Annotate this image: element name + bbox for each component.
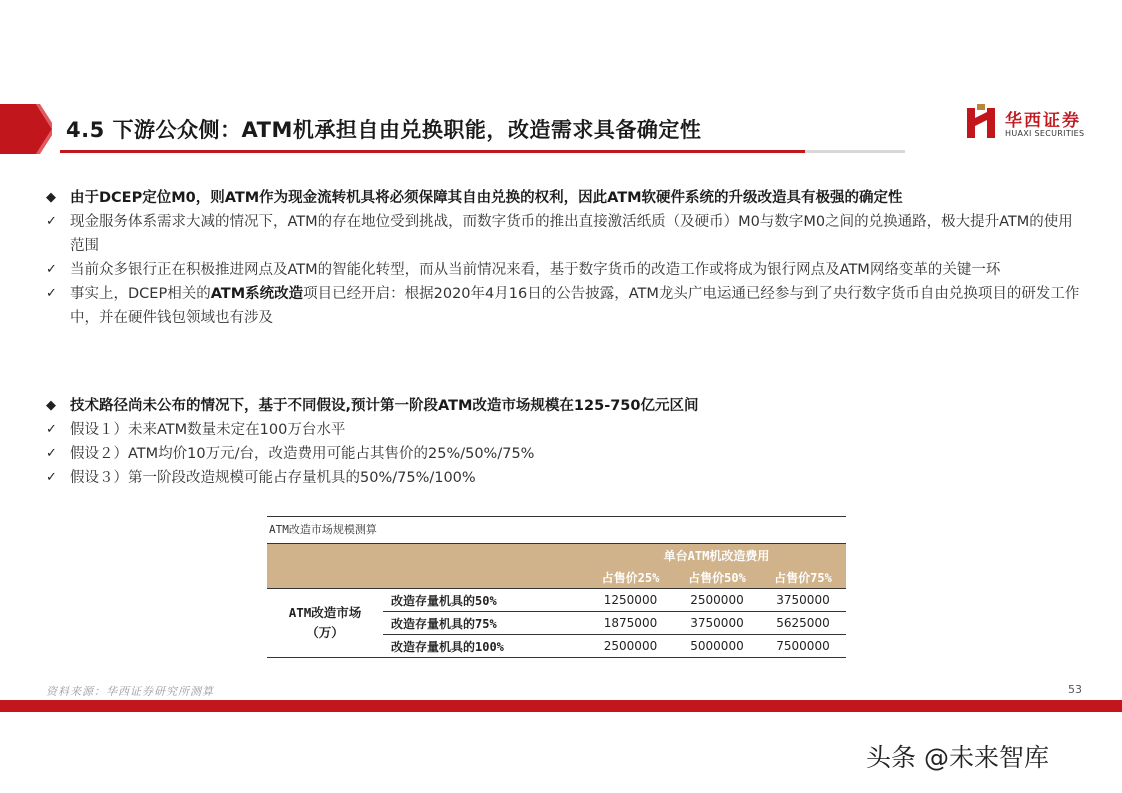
table-caption: ATM改造市场规模测算 (267, 516, 846, 543)
page-number: 53 (1068, 683, 1082, 696)
list-item: ✓ 假设３）第一阶段改造规模可能占存量机具的50%/75%/100% (46, 466, 1086, 490)
footer-red-bar (0, 700, 1122, 712)
company-logo (965, 104, 1105, 144)
row-label: 改造存量机具的100% (383, 635, 587, 658)
checkmark-icon: ✓ (46, 286, 57, 301)
huaxi-logo-icon (965, 104, 999, 140)
section-2 (46, 394, 1086, 490)
table-cell: 1875000 (587, 612, 674, 635)
checkmark-icon: ✓ (46, 446, 57, 461)
logo-text-cn: 华西证券 (1005, 111, 1081, 131)
header-red-arrow-marker (0, 104, 52, 154)
col-header: 占售价25% (587, 566, 674, 589)
market-size-table (267, 516, 846, 658)
group-header: 单台ATM机改造费用 (587, 544, 846, 567)
checkmark-icon: ✓ (46, 422, 57, 437)
watermark: 头条 @未来智库 (866, 743, 1049, 772)
table-cell: 2500000 (587, 635, 674, 658)
page-title: 4.5 下游公众侧：ATM机承担自由兑换职能，改造需求具备确定性 (66, 118, 702, 142)
section-1 (46, 186, 1086, 330)
logo-text-en: HUAXI SECURITIES (1005, 129, 1085, 138)
row-label: 改造存量机具的75% (383, 612, 587, 635)
diamond-bullet-icon: ◆ (46, 190, 56, 205)
header-blank-cell (267, 544, 587, 567)
table-cell: 7500000 (760, 635, 846, 658)
table-cell: 3750000 (674, 612, 760, 635)
section-1-heading: ◆ 由于DCEP定位M0，则ATM作为现金流转机具将必须保障其自由兑换的权利，因此ATM软硬件系统的升级改造具有极强的确定性 (46, 186, 1086, 210)
list-item: ✓ 事实上，DCEP相关的ATM系统改造项目已经开启：根据2020年4月16日的公告披露，ATM龙头广电运通已经参与到了央行数字货币自由兑换项目的研发工作中，并在硬件钱包领域也有涉及 (46, 282, 1086, 330)
checkmark-icon: ✓ (46, 470, 57, 485)
diamond-bullet-icon: ◆ (46, 398, 56, 413)
table-cell: 5625000 (760, 612, 846, 635)
list-item: ✓ 假设１）未来ATM数量未定在100万台水平 (46, 418, 1086, 442)
source-note: 资料来源：华西证券研究所测算 (46, 685, 214, 698)
table-cell: 3750000 (760, 589, 846, 612)
row-label: 改造存量机具的50% (383, 589, 587, 612)
row-group-label: ATM改造市场 （万） (267, 589, 383, 658)
list-item: ✓ 现金服务体系需求大减的情况下，ATM的存在地位受到挑战，而数字货币的推出直接激活纸质（及硬币）M0与数字M0之间的兑换通路，极大提升ATM的使用范围 (46, 210, 1086, 258)
table-cell: 5000000 (674, 635, 760, 658)
checkmark-icon: ✓ (46, 214, 57, 229)
data-table (267, 543, 846, 658)
list-item: ✓ 当前众多银行正在积极推进网点及ATM的智能化转型，而从当前情况来看，基于数字货币的改造工作或将成为银行网点及ATM网络变革的关键一环 (46, 258, 1086, 282)
table-cell: 1250000 (587, 589, 674, 612)
col-header: 占售价50% (674, 566, 760, 589)
title-underline-gray (805, 150, 905, 153)
table-row (267, 589, 846, 612)
title-underline (60, 150, 805, 153)
table-cell: 2500000 (674, 589, 760, 612)
list-item: ✓ 假设２）ATM均价10万元/台，改造费用可能占其售价的25%/50%/75% (46, 442, 1086, 466)
col-header: 占售价75% (760, 566, 846, 589)
checkmark-icon: ✓ (46, 262, 57, 277)
section-2-heading: ◆ 技术路径尚未公布的情况下，基于不同假设,预计第一阶段ATM改造市场规模在125-750亿元区间 (46, 394, 1086, 418)
header-blank-cell (267, 566, 587, 589)
